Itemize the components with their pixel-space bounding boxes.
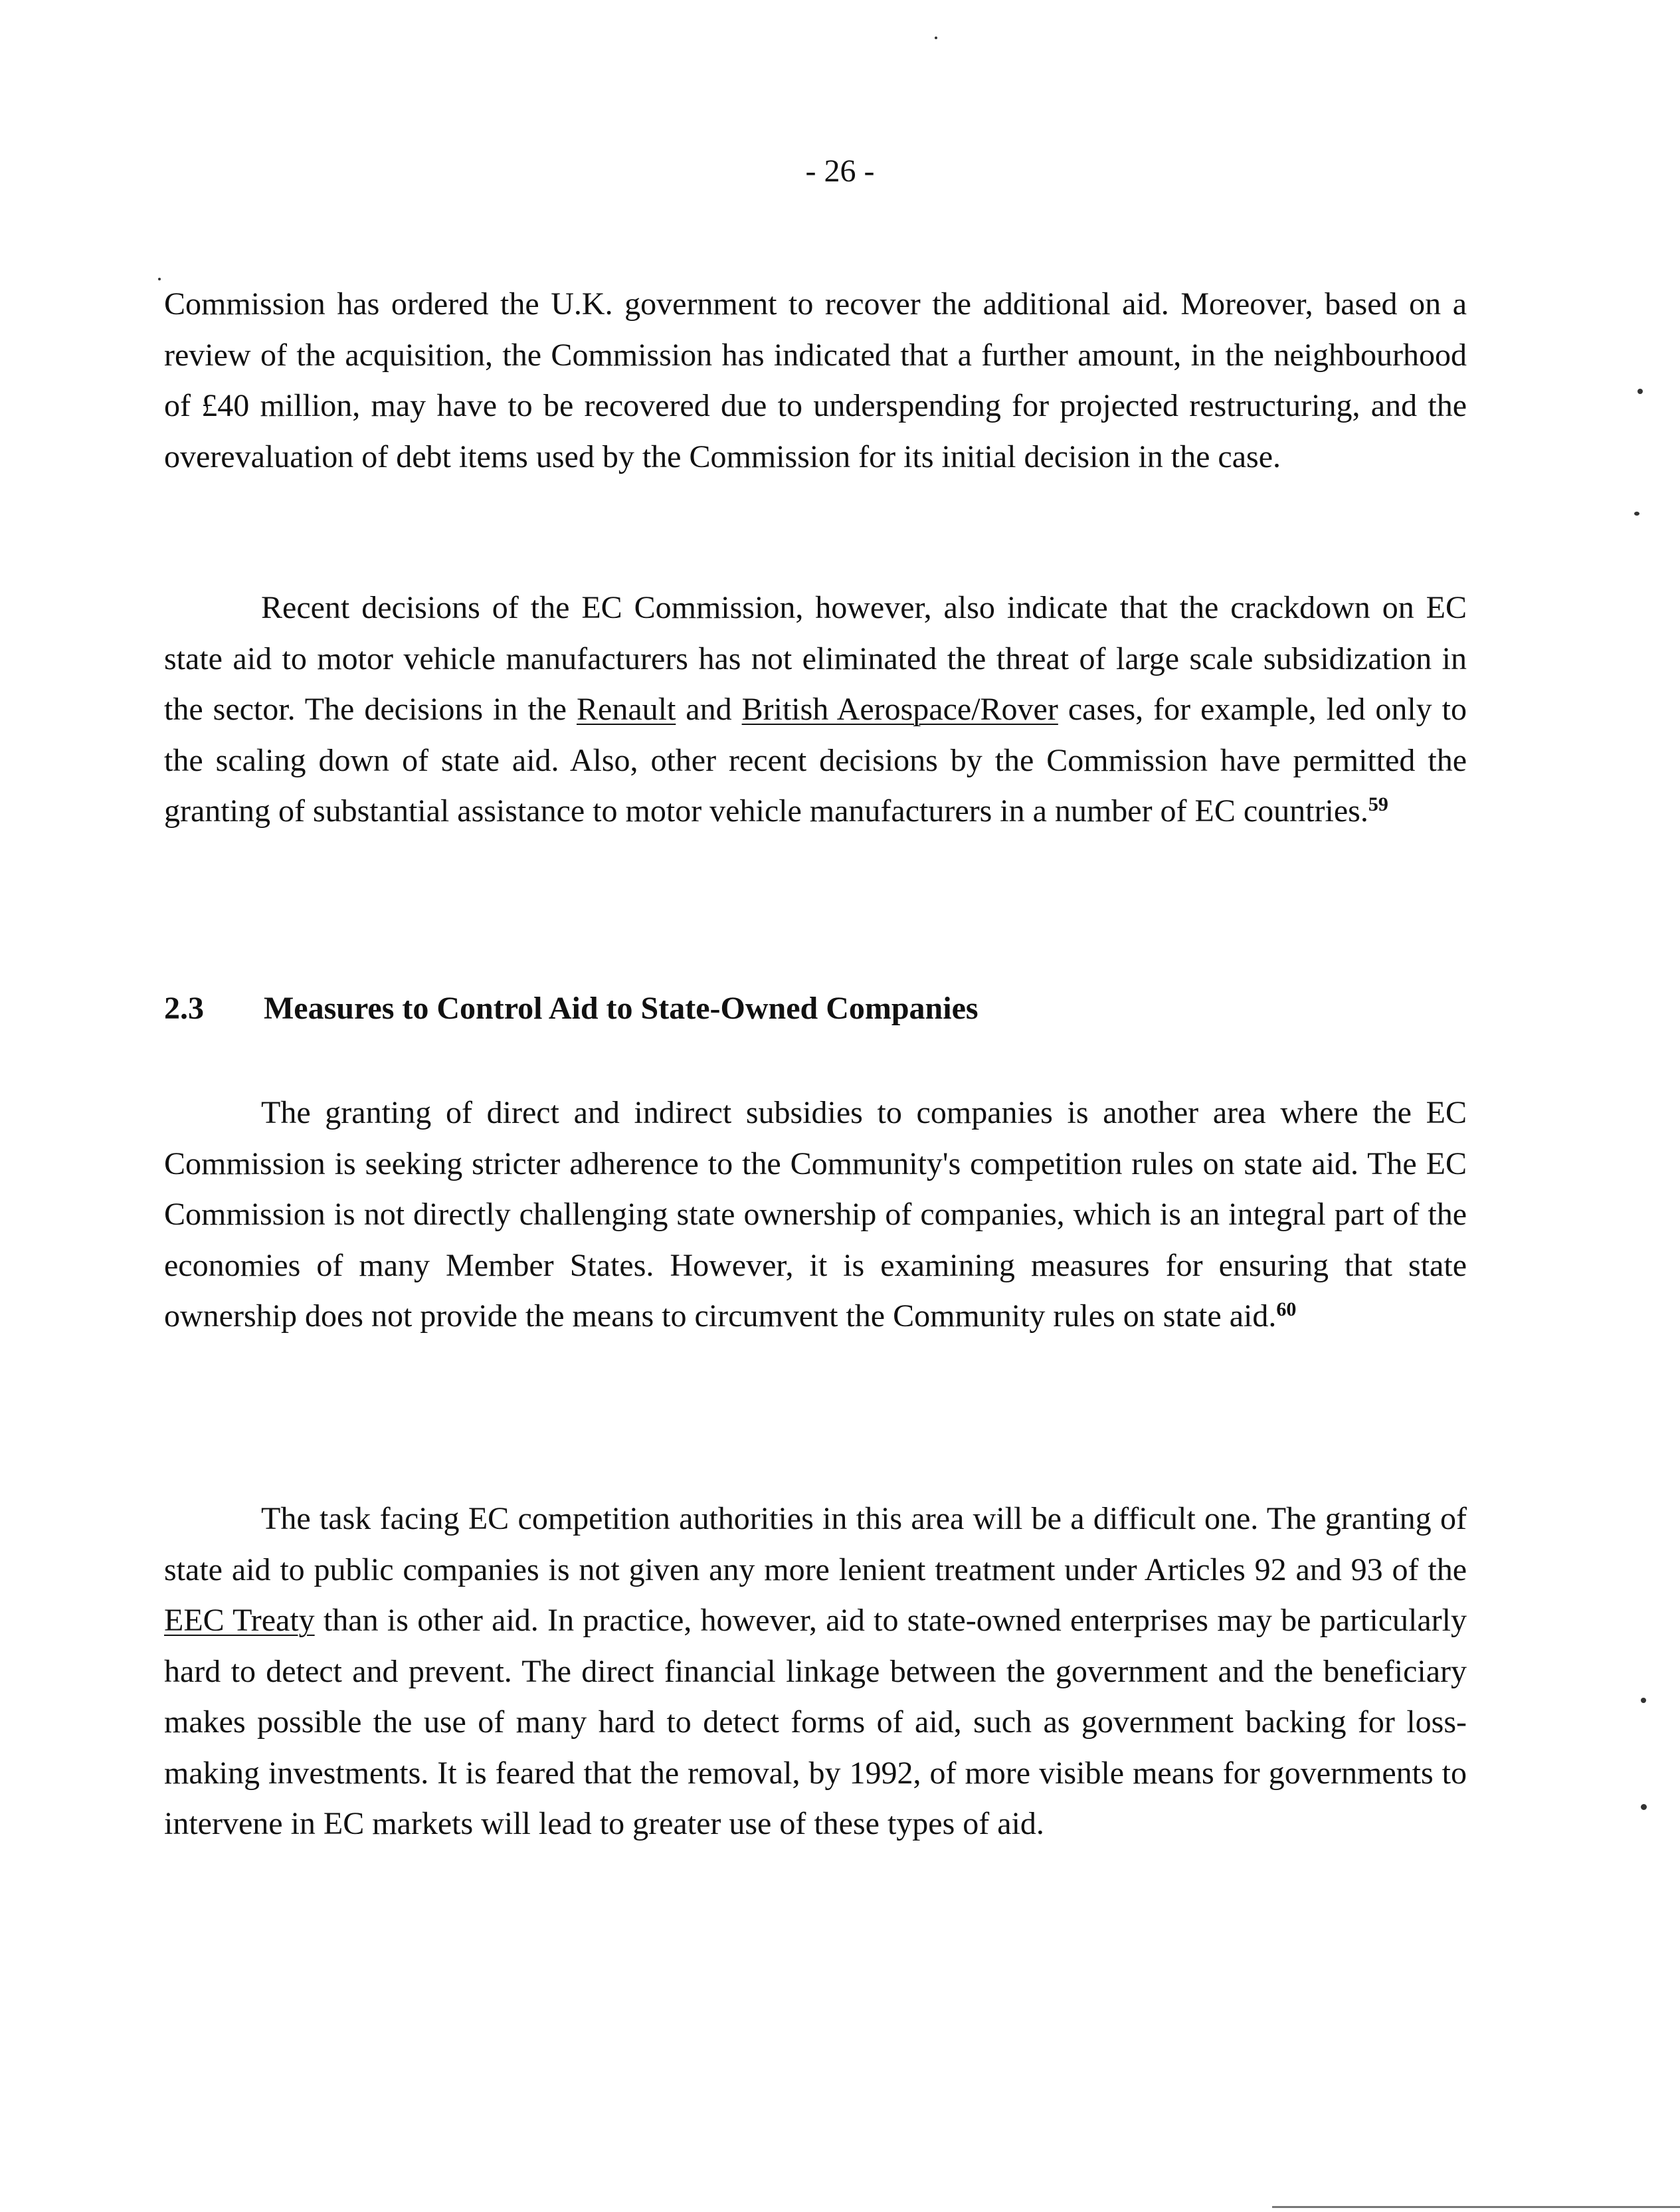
scan-speck xyxy=(935,37,937,39)
paragraph-2-text-b: and xyxy=(676,692,742,727)
scan-speck xyxy=(1634,512,1639,516)
scan-speck xyxy=(1641,1698,1646,1703)
scan-speck xyxy=(158,278,161,280)
scan-speck xyxy=(1641,1804,1647,1810)
case-name-british-aerospace-rover: British Aerospace/Rover xyxy=(741,692,1058,727)
paragraph-4-text-a: The task facing EC competition authorities in this area will be a difficult one. The granting of state aid to public companies is not given any more lenient treatment under Articles 92 and 93 of the xyxy=(164,1501,1467,1587)
paragraph-4-text-b: than is other aid. In practice, however, aid to state-owned enterprises may be particularly hard to detect and prevent. The direct financial linkage between the government and the beneficiary makes possible the use of many hard to detect forms of aid, such as government backing for loss-making investments. It is feared that the removal, by 1992, of more visible means for governments to intervene in EC markets will lead to greater use of these types of aid. xyxy=(164,1603,1467,1841)
treaty-name: EEC Treaty xyxy=(164,1603,315,1638)
paragraph-2-text-a: Recent decisions of the EC Commission, however, also indicate that the crackdown on EC state aid to motor vehicle manufacturers has not eliminated the threat of large scale subsidization in the sector. The decisions in the xyxy=(164,590,1467,727)
paragraph-3-text: The granting of direct and indirect subsidies to companies is another area where the EC Commission is seeking stricter adherence to the Community's competition rules on state aid. The EC Commission is not directly challenging state ownership of companies, which is an integral part of the economies of many Member States. However, it is examining measures for ensuring that state ownership does not provide the means to circumvent the Community rules on state aid. xyxy=(164,1095,1467,1334)
section-title: Measures to Control Aid to State-Owned Companies xyxy=(264,991,979,1026)
section-heading xyxy=(164,987,979,1030)
scan-speck xyxy=(1637,389,1643,394)
section-number: 2.3 xyxy=(164,991,204,1026)
paragraph-1: Commission has ordered the U.K. government to recover the additional aid. Moreover, based on a review of the acquisition, the Commission has indicated that a further amount, in the neighbourhood of £40 million, may have to be recovered due to underspending for projected restructuring, and the overevaluation of debt items used by the Commission for its initial decision in the case. xyxy=(164,286,1467,474)
footnote-ref-60: 60 xyxy=(1276,1298,1297,1320)
paragraph-2-text-c: cases, for example, led only to the scaling down of state aid. Also, other recent decisions by the Commission have permitted the granting of substantial assistance to motor vehicle manufacturers in a number of EC countries. xyxy=(164,692,1467,829)
case-name-renault: Renault xyxy=(577,692,676,727)
bottom-rule xyxy=(1272,2206,1680,2208)
paragraph-4 xyxy=(164,1494,1467,1850)
footnote-ref-59: 59 xyxy=(1368,793,1388,815)
paragraph-2 xyxy=(164,583,1467,841)
page-number: - 26 - xyxy=(805,153,875,189)
paragraph-3 xyxy=(164,1088,1467,1346)
